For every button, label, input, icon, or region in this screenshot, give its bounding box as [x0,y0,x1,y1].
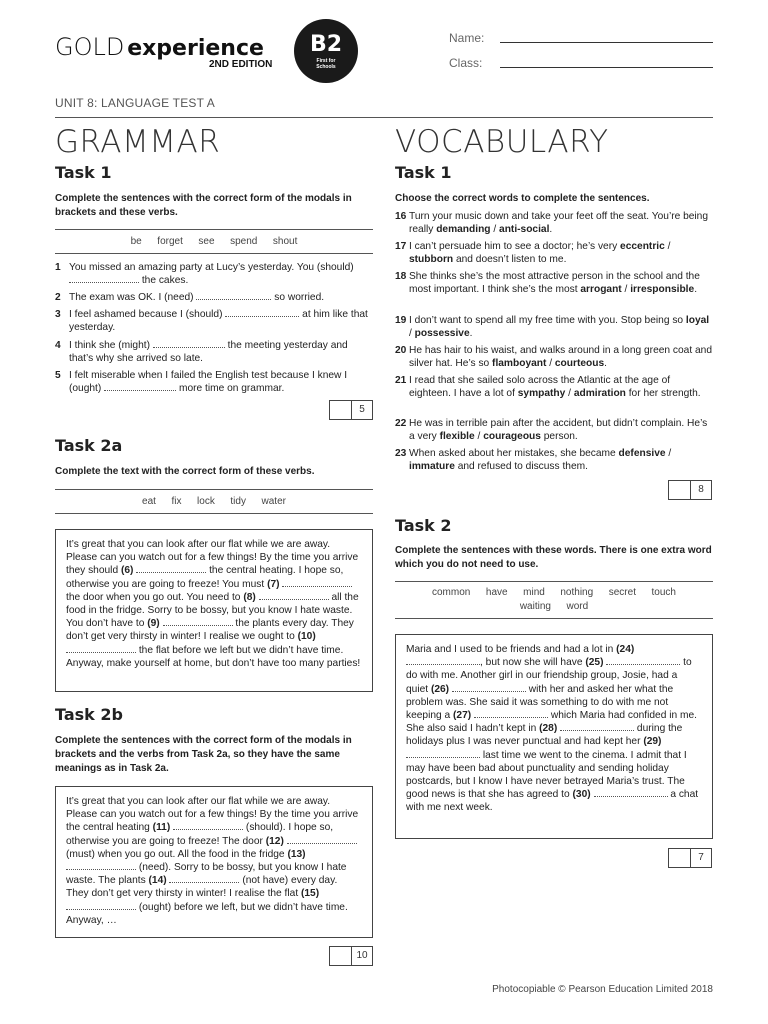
logo [55,33,264,61]
footer-copyright: Photocopiable © Pearson Education Limited 2018 [492,984,713,995]
list-item: 3 I feel ashamed because I (should) at him like that yesterday. [55,309,368,334]
vocab-task1-instruction: Choose the correct words to complete the sentences. [395,193,650,204]
grammar-task2b-textbox: It’s great that you can look after our flat while we are away. Please can you watch out for a few things! By the time you arrive the central heating (11) (should). I hope so, otherwise you are going to freeze! The door (12) (must) when you go out. All the food in the fridge (13) (need). Sorry to be bossy, but you know I hate waste. The plants (14) (not have) every day. They don’t get very thirsty in winter! I realise the flat (15) (ought) before we left, but we didn’t have time. Anyway, … [55,786,373,938]
logo-experience-text: experience [127,36,264,61]
score-input[interactable] [330,947,352,965]
score-box [329,400,373,420]
answer-gap[interactable] [452,683,526,692]
answer-gap[interactable] [225,308,299,317]
answer-gap[interactable] [163,617,233,626]
vocab-task2-instruction: Complete the sentences with these words. There is one extra word which you do not need to use. [395,545,712,570]
answer-gap[interactable] [104,382,176,391]
vocab-task2-title: Task 2 [395,516,452,535]
answer-gap[interactable] [66,644,136,653]
answer-gap[interactable] [474,709,548,718]
answer-gap[interactable] [153,339,225,348]
header-divider [55,117,713,118]
answer-gap[interactable] [169,874,239,883]
grammar-task1-instruction: Complete the sentences with the correct form of the modals in brackets and these verbs. [55,193,352,218]
score-box [668,480,712,500]
score-box [329,946,373,966]
vocab-task2-textbox: Maria and I used to be friends and had a lot in (24) , but now she will have (25) to do with me. Another girl in our friendship group, Josie, had a quiet (26) with her and asked her what the problem was. She said it was something to do with me not keeping a (27) which Maria had confided in me. She also said I hadn’t kept in (28) during the holidays plus I was never punctual and had kept her (29) last time we went to the cinema. I admit that I may have been bad about punctuality and sending holiday postcards, but I know I have never betrayed Maria’s trust. The good news is that she has agreed to (30) a chat with me next week. [395,634,713,839]
answer-gap[interactable] [282,578,352,587]
list-item: 20 He has hair to his waist, and walks around in a long green coat and silver hat. He’s so flamboyant / courteous. [395,345,712,370]
answer-gap[interactable] [259,591,329,600]
answer-gap[interactable] [66,901,136,910]
list-item: 18 She thinks she’s the most attractive person in the school and the most important. I think she’s the most arrogant / irresponsible. [395,271,700,296]
wordbox-words: be forget see spend shout [130,235,298,247]
score-total: 10 [356,950,368,961]
list-item: 22 He was in terrible pain after the accident, but didn’t complain. He’s a very flexible / courageous person. [395,418,708,443]
grammar-task2a-title: Task 2a [55,436,123,455]
badge-level: B2 [309,32,343,57]
wordbox-words: waiting word [519,601,589,612]
name-label: Name: [449,31,485,45]
grammar-task2a-instruction: Complete the text with the correct form of these verbs. [55,466,315,477]
badge-sub1: First for [316,58,336,64]
list-item: 4 I think she (might) the meeting yesterday and that’s why she arrived so late. [55,340,348,365]
answer-gap[interactable] [606,656,680,665]
vocab-task2-wordbox [395,581,713,619]
answer-gap[interactable] [69,274,139,283]
grammar-task2b-instruction: Complete the sentences with the correct form of the modals in brackets and the verbs from Task 2a, so they have the same meanings as in Task 2a. [55,735,352,774]
score-input[interactable] [669,481,691,499]
class-label: Class: [449,56,483,70]
score-input[interactable] [330,401,352,419]
badge-sub2: Schools [316,64,336,70]
grammar-task2a-textbox: It’s great that you can look after our flat while we are away. Please can you watch out for a few things! By the time you arrive they should (6) the central heating. I hope so, otherwise you are going to freeze! You must (7) the door when you go out. You need to (8) all the food in the fridge. Sorry to be bossy, but you know I hate waste. You don’t have to (9) the plants every day. They don’t get very thirsty in winter! I realise we ought to (10) the flat before we left but we didn’t have time. Anyway, make yourself at home, but don’t have too many parties! [55,529,373,692]
grammar-task2a-wordbox [55,489,373,514]
answer-gap[interactable] [136,564,206,573]
list-item: 1 You missed an amazing party at Lucy’s yesterday. You (should) the cakes. [55,262,354,287]
list-item: 17 I can’t persuade him to see a doctor; he’s very eccentric / stubborn and doesn’t listen to me. [395,241,671,266]
grammar-task2b-title: Task 2b [55,705,123,724]
answer-gap[interactable] [560,722,634,731]
answer-gap[interactable] [66,861,136,870]
list-item: 16 Turn your music down and take your feet off the seat. You’re being really demanding / anti-social. [395,211,709,236]
wordbox-words: common have mind nothing secret touch [432,587,676,598]
unit-title: UNIT 8: LANGUAGE TEST A [55,96,215,110]
answer-gap[interactable] [196,291,271,300]
answer-gap[interactable] [173,821,243,830]
answer-gap[interactable] [594,788,668,797]
list-item: 19 I don’t want to spend all my free time with you. Stop being so loyal / possessive. [395,315,710,340]
score-total: 5 [359,404,365,415]
list-item: 5 I felt miserable when I failed the English test because I knew I (ought) more time on grammar. [55,370,348,395]
score-total: 8 [698,484,704,495]
grammar-task1-wordbox [55,229,373,254]
wordbox-words: eat fix lock tidy water [142,495,286,507]
answer-gap[interactable] [406,749,480,758]
list-item: 21 I read that she sailed solo across the Atlantic at the age of eighteen. I have a lot of sympathy / admiration for her strength. [395,375,701,400]
score-input[interactable] [669,849,691,867]
vocab-task1-title: Task 1 [395,163,452,182]
grammar-task1-title: Task 1 [55,163,112,182]
edition-label: 2ND EDITION [209,59,273,70]
grammar-heading: GRAMMAR [55,124,221,160]
name-field[interactable] [500,42,713,43]
vocabulary-heading: VOCABULARY [395,124,609,160]
list-item: 2 The exam was OK. I (need) so worried. [55,292,325,303]
answer-gap[interactable] [287,835,357,844]
score-box [668,848,712,868]
logo-gold-text: GOLD [55,33,125,61]
level-badge [294,19,358,83]
score-total: 7 [698,852,704,863]
list-item: 23 When asked about her mistakes, she became defensive / immature and refused to discuss them. [395,448,672,473]
class-field[interactable] [500,67,713,68]
answer-gap[interactable] [406,656,480,665]
